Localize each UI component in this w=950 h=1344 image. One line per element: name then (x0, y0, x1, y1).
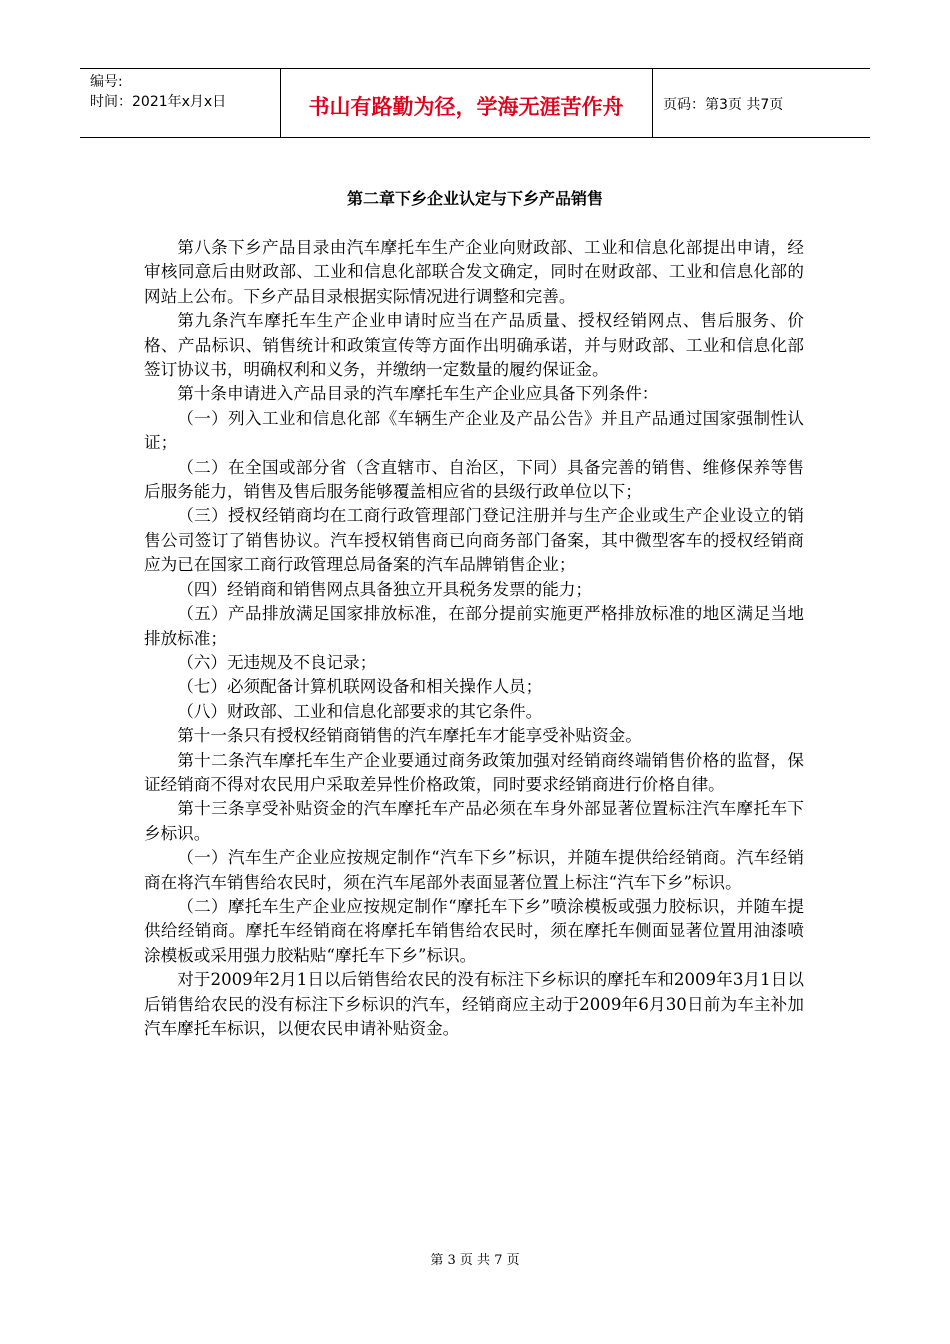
header-page-info: 页码：第3页 共7页 (663, 97, 784, 113)
page-header (80, 68, 870, 138)
header-motto: 书山有路勤为径，学海无涯苦作舟 (308, 95, 624, 119)
header-right-cell (653, 69, 870, 137)
paragraph: 第十三条享受补贴资金的汽车摩托车产品必须在车身外部显著位置标注汽车摩托车下乡标识。 (144, 799, 804, 843)
page-footer: 第 3 页 共 7 页 (430, 1253, 520, 1268)
paragraph: 第十一条只有授权经销商销售的汽车摩托车才能享受补贴资金。 (177, 726, 642, 746)
header-left-cell (80, 69, 281, 137)
paragraph: （二）摩托车生产企业应按规定制作“摩托车下乡”喷涂模板或强力胶标识，并随车提供给经销商。摩托车经销商在将摩托车销售给农民时，须在摩托车侧面显著位置用油漆喷涂模板或采用强力胶粘贴“摩托车下乡”标识。 (144, 896, 804, 965)
paragraph: 对于2009年2月1日以后销售给农民的没有标注下乡标识的摩托车和2009年3月1日以后销售给农民的没有标注下乡标识的汽车，经销商应主动于2009年6月30日前为车主补加汽车摩托车标识，以便农民申请补贴资金。 (144, 970, 804, 1038)
document-body (144, 236, 804, 1041)
document-time-label: 时间：2021年x月x日 (90, 94, 227, 110)
paragraph: （八）财政部、工业和信息化部要求的其它条件。 (177, 701, 543, 721)
paragraph: 第十二条汽车摩托车生产企业要通过商务政策加强对经销商终端销售价格的监督，保证经销商不得对农民用户采取差异性价格政策，同时要求经销商进行价格自律。 (144, 750, 804, 794)
paragraph: （七）必须配备计算机联网设备和相关操作人员； (177, 677, 543, 697)
paragraph: （一）列入工业和信息化部《车辆生产企业及产品公告》并且产品通过国家强制性认证； (144, 408, 804, 453)
header-middle-cell (280, 69, 653, 137)
paragraph: （六）无违规及不良记录； (177, 652, 377, 672)
paragraph: （三）授权经销商均在工商行政管理部门登记注册并与生产企业或生产企业设立的销售公司签订了销售协议。汽车授权销售商已向商务部门备案，其中微型客车的授权经销商应为已在国家工商行政管理总局备案的汽车品牌销售企业； (144, 506, 804, 575)
paragraph: 第十条申请进入产品目录的汽车摩托车生产企业应具备下列条件： (177, 384, 659, 404)
chapter-title: 第二章下乡企业认定与下乡产品销售 (346, 189, 603, 208)
paragraph: 第八条下乡产品目录由汽车摩托车生产企业向财政部、工业和信息化部提出申请，经审核同意后由财政部、工业和信息化部联合发文确定，同时在财政部、工业和信息化部的网站上公布。下乡产品目录根据实际情况进行调整和完善。 (144, 238, 804, 306)
paragraph: （一）汽车生产企业应按规定制作“汽车下乡”标识，并随车提供给经销商。汽车经销商在将汽车销售给农民时，须在汽车尾部外表面显著位置上标注“汽车下乡”标识。 (144, 848, 804, 892)
paragraph: （五）产品排放满足国家排放标准，在部分提前实施更严格排放标准的地区满足当地排放标准； (144, 604, 804, 648)
document-number-label: 编号: (90, 74, 123, 90)
paragraph: （四）经销商和销售网点具备独立开具税务发票的能力； (177, 579, 593, 599)
paragraph: 第九条汽车摩托车生产企业申请时应当在产品质量、授权经销网点、售后服务、价格、产品标识、销售统计和政策宣传等方面作出明确承诺，并与财政部、工业和信息化部签订协议书，明确权利和义务，并缴纳一定数量的履约保证金。 (144, 311, 804, 380)
paragraph: （二）在全国或部分省（含直辖市、自治区，下同）具备完善的销售、维修保养等售后服务能力，销售及售后服务能够覆盖相应省的县级行政单位以下； (144, 457, 804, 502)
